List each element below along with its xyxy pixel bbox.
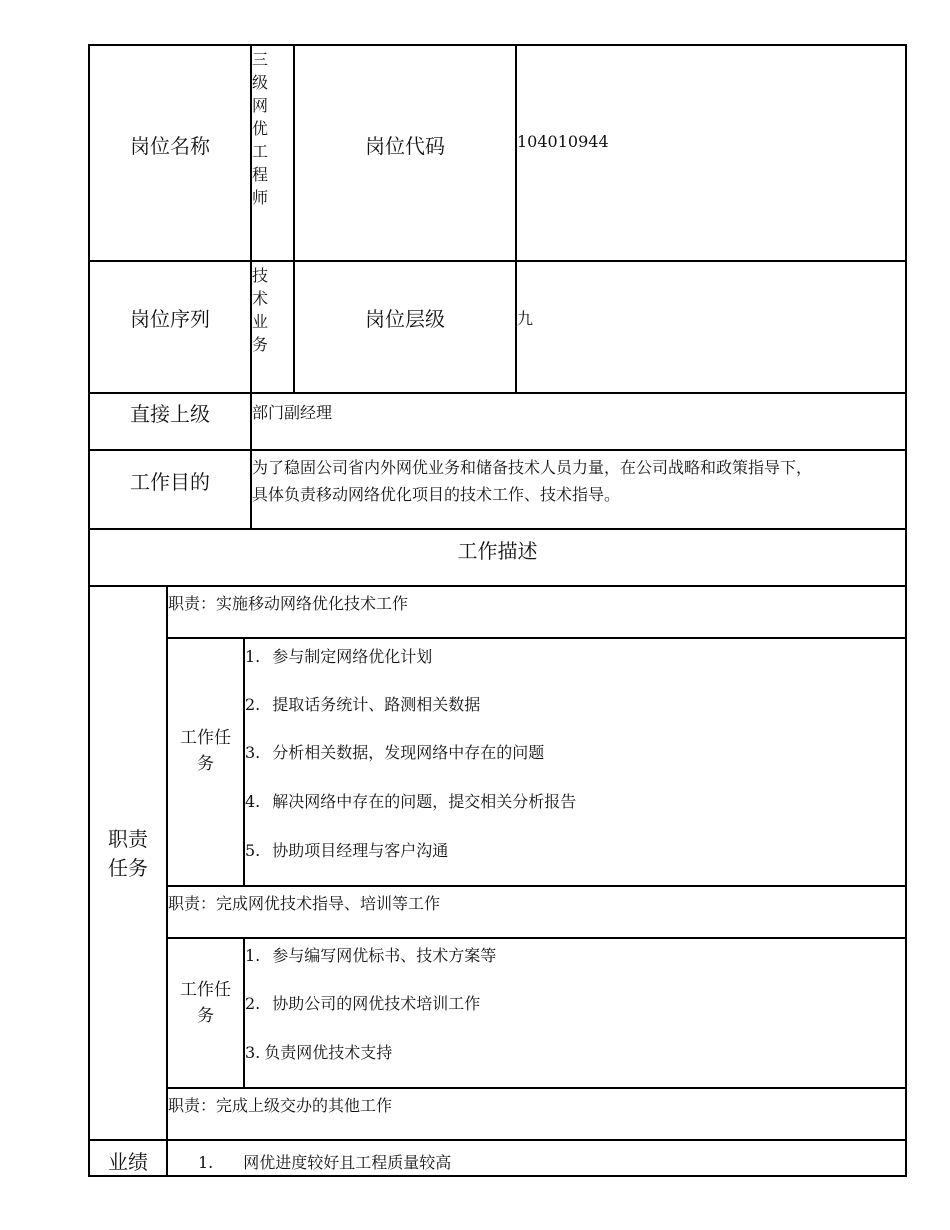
grid-line: [88, 1175, 907, 1177]
grid-line: [166, 1087, 907, 1089]
duty-title: 职责：实施移动网络优化技术工作: [168, 594, 409, 613]
task-item: 2. 提取话务统计、路测相关数据: [245, 695, 481, 714]
grid-line: [166, 885, 907, 887]
grid-line: [166, 585, 168, 1177]
supervisor-value: 部门副经理: [252, 403, 333, 422]
position-series-label: 岗位序列: [130, 307, 210, 331]
grid-line: [166, 637, 907, 639]
section-title: 工作描述: [457, 539, 538, 563]
grid-line: [293, 44, 295, 394]
task-item: 5. 协助项目经理与客户沟通: [245, 841, 449, 860]
task-item: 4. 解决网络中存在的问题，提交相关分析报告: [245, 792, 577, 811]
performance-label: 业绩: [108, 1150, 148, 1174]
position-name-label: 岗位名称: [130, 134, 210, 158]
grid-line: [88, 528, 907, 530]
grid-line: [88, 44, 90, 1177]
grid-line: [88, 1139, 907, 1141]
grid-line: [905, 44, 907, 1177]
supervisor-label: 直接上级: [130, 402, 210, 426]
task-item: 3. 负责网优技术支持: [245, 1043, 393, 1062]
task-label: 工作任 务: [180, 728, 231, 774]
performance-item: 1. 网优进度较好且工程质量较高: [198, 1153, 452, 1172]
purpose-label: 工作目的: [130, 470, 210, 494]
grid-line: [88, 260, 907, 262]
task-item: 1. 参与制定网络优化计划: [245, 647, 433, 666]
duty-title: 职责：完成网优技术指导、培训等工作: [168, 894, 441, 913]
grid-line: [515, 44, 517, 394]
position-name-value: 三 级 网 优 工 程 师: [252, 50, 269, 207]
position-level-value: 九: [517, 309, 534, 328]
grid-line: [88, 585, 907, 587]
position-code-value: 104010944: [517, 132, 609, 151]
task-item: 2. 协助公司的网优技术培训工作: [245, 994, 481, 1013]
grid-line: [166, 937, 907, 939]
grid-line: [88, 449, 907, 451]
purpose-line-2: 具体负责移动网络优化项目的技术工作、技术指导。: [252, 485, 621, 504]
grid-line: [88, 44, 907, 46]
position-series-value: 技 术 业 务: [252, 266, 269, 354]
task-item: 1. 参与编写网优标书、技术方案等: [245, 946, 497, 965]
grid-line: [88, 392, 907, 394]
position-level-label: 岗位层级: [365, 307, 445, 331]
duty-title: 职责：完成上级交办的其他工作: [168, 1096, 393, 1115]
position-code-label: 岗位代码: [365, 134, 445, 158]
purpose-line-1: 为了稳固公司省内外网优业务和储备技术人员力量，在公司战略和政策指导下，: [252, 458, 813, 477]
duty-task-label: 职责 任务: [108, 827, 148, 880]
task-item: 3. 分析相关数据，发现网络中存在的问题: [245, 743, 545, 762]
task-label: 工作任 务: [180, 980, 231, 1026]
